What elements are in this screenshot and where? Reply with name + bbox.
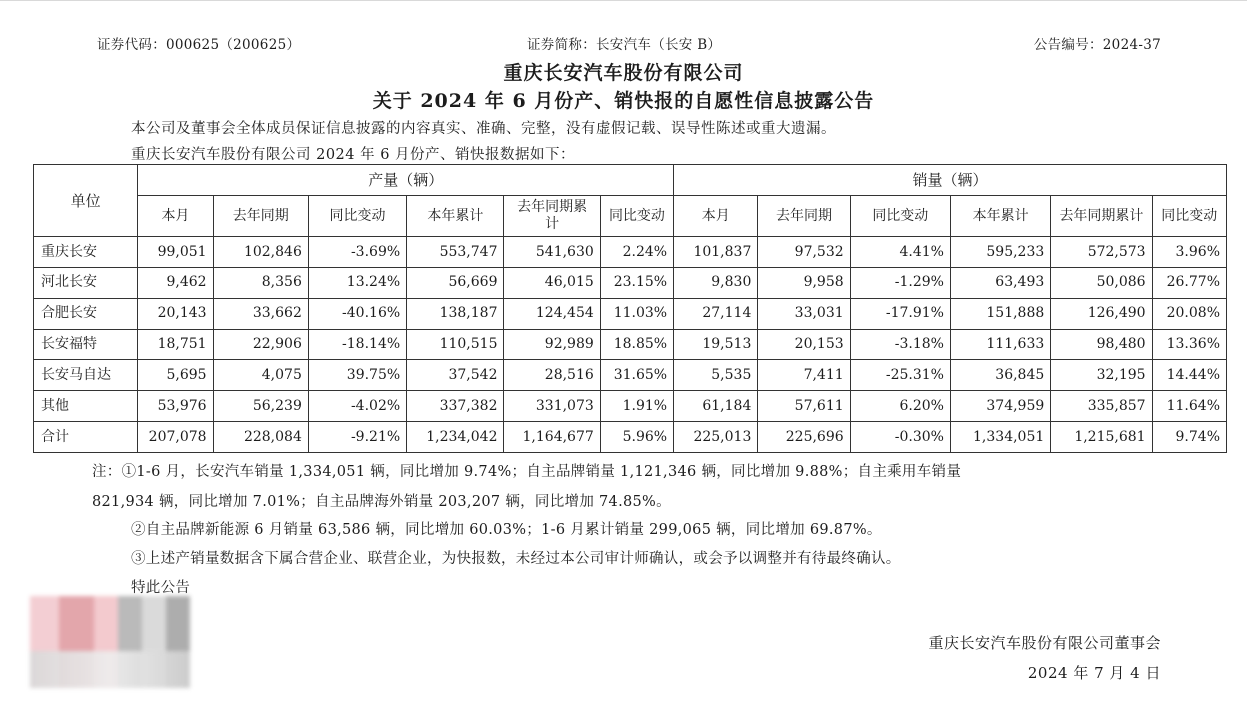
production-cell: -40.16% [308,298,406,329]
col-header: 去年同期 [213,196,308,237]
security-code: 证券代码：000625（200625） [97,37,301,53]
col-header: 去年同期 [758,196,850,237]
row-unit: 合肥长安 [34,298,138,329]
sales-cell: 50,086 [1051,267,1152,298]
production-cell: 1,164,677 [504,422,600,453]
table-row [34,360,1227,391]
production-cell: 2.24% [600,237,673,268]
unit-header: 单位 [34,165,138,237]
production-cell: 18.85% [600,329,673,360]
sales-cell: 98,480 [1051,329,1152,360]
production-cell: 22,906 [213,329,308,360]
sales-cell: 225,696 [758,422,850,453]
sales-cell: 6.20% [850,391,950,422]
production-cell: 124,454 [504,298,600,329]
col-header: 本月 [138,196,213,237]
production-cell: 5,695 [138,360,213,391]
sales-cell: 572,573 [1051,237,1152,268]
security-short-name: 证券简称：长安汽车（长安 B） [527,37,722,53]
sales-cell: 20.08% [1152,298,1226,329]
sales-cell: 27,114 [674,298,758,329]
production-cell: 8,356 [213,267,308,298]
production-cell: 28,516 [504,360,600,391]
note-2: ②自主品牌新能源 6 月销量 63,586 辆，同比增加 60.03%；1-6 月累计销量 299,065 辆，同比增加 69.87%。 [131,522,882,538]
sales-cell: -1.29% [850,267,950,298]
table-row [34,237,1227,268]
sales-cell: 57,611 [758,391,850,422]
sales-cell: 11.64% [1152,391,1226,422]
sales-cell: 19,513 [674,329,758,360]
production-cell: -9.21% [308,422,406,453]
closing-text: 特此公告 [131,580,191,596]
production-cell: 56,669 [407,267,504,298]
col-header: 同比变动 [850,196,950,237]
production-cell: -3.69% [308,237,406,268]
sales-cell: 33,031 [758,298,850,329]
sales-cell: 101,837 [674,237,758,268]
col-header: 同比变动 [1152,196,1226,237]
production-cell: 33,662 [213,298,308,329]
sales-cell: 32,195 [1051,360,1152,391]
signature-date: 2024 年 7 月 4 日 [1027,664,1161,682]
production-cell: 46,015 [504,267,600,298]
announcement-title: 关于 2024 年 6 月份产、销快报的自愿性信息披露公告 [372,90,875,112]
col-header: 同比变动 [600,196,673,237]
row-unit: 重庆长安 [34,237,138,268]
production-cell: 4,075 [213,360,308,391]
table-row [34,298,1227,329]
company-title: 重庆长安汽车股份有限公司 [503,62,744,84]
sales-cell: 111,633 [950,329,1050,360]
table-row [34,391,1227,422]
sales-cell: 4.41% [850,237,950,268]
row-unit: 长安福特 [34,329,138,360]
production-cell: 1.91% [600,391,673,422]
production-cell: 92,989 [504,329,600,360]
sales-cell: 126,490 [1051,298,1152,329]
note-3: ③上述产销量数据含下属合营企业、联营企业，为快报数，未经过本公司审计师确认，或会予以调整并有待最终确认。 [131,551,901,567]
sales-header: 销量（辆） [674,165,1227,196]
production-cell: 31.65% [600,360,673,391]
table-body [34,237,1227,453]
sales-cell: -3.18% [850,329,950,360]
production-cell: 20,143 [138,298,213,329]
production-sales-table [33,164,1227,453]
sales-cell: -25.31% [850,360,950,391]
production-cell: 5.96% [600,422,673,453]
production-cell: -4.02% [308,391,406,422]
sales-cell: 9.74% [1152,422,1226,453]
note-1-continued: 821,934 辆，同比增加 7.01%；自主品牌海外销量 203,207 辆，同比增加 74.85%。 [92,494,671,510]
sales-cell: 20,153 [758,329,850,360]
sales-cell: 14.44% [1152,360,1226,391]
production-cell: 99,051 [138,237,213,268]
sales-cell: 7,411 [758,360,850,391]
table-row [34,422,1227,453]
production-cell: 138,187 [407,298,504,329]
sales-cell: 26.77% [1152,267,1226,298]
top-rule [0,0,1247,1]
sales-cell: 1,215,681 [1051,422,1152,453]
production-cell: 553,747 [407,237,504,268]
col-header: 本月 [674,196,758,237]
production-cell: 331,073 [504,391,600,422]
sales-cell: 9,830 [674,267,758,298]
sales-cell: 1,334,051 [950,422,1050,453]
sales-cell: 374,959 [950,391,1050,422]
production-cell: 23.15% [600,267,673,298]
sales-cell: 63,493 [950,267,1050,298]
production-cell: 13.24% [308,267,406,298]
col-header: 去年同期累计 [504,196,600,237]
disclosure-statement: 本公司及董事会全体成员保证信息披露的内容真实、准确、完整，没有虚假记载、误导性陈述或重大遗漏。 [131,121,836,137]
production-cell: 18,751 [138,329,213,360]
col-header: 本年累计 [407,196,504,237]
sales-cell: 36,845 [950,360,1050,391]
production-cell: -18.14% [308,329,406,360]
sales-cell: 335,857 [1051,391,1152,422]
production-cell: 102,846 [213,237,308,268]
sales-cell: 3.96% [1152,237,1226,268]
col-header: 本年累计 [950,196,1050,237]
sales-cell: 151,888 [950,298,1050,329]
data-lead: 重庆长安汽车股份有限公司 2024 年 6 月份产、销快报数据如下： [131,147,576,163]
table-row [34,267,1227,298]
sales-cell: -17.91% [850,298,950,329]
col-header: 去年同期累计 [1051,196,1152,237]
table-row [34,329,1227,360]
production-cell: 110,515 [407,329,504,360]
production-cell: 39.75% [308,360,406,391]
production-cell: 1,234,042 [407,422,504,453]
production-cell: 541,630 [504,237,600,268]
sales-cell: 61,184 [674,391,758,422]
production-header: 产量（辆） [138,165,674,196]
sales-cell: 5,535 [674,360,758,391]
announcement-number: 公告编号：2024-37 [1033,37,1161,53]
production-cell: 53,976 [138,391,213,422]
production-cell: 228,084 [213,422,308,453]
production-cell: 207,078 [138,422,213,453]
production-cell: 56,239 [213,391,308,422]
production-cell: 337,382 [407,391,504,422]
signature-org: 重庆长安汽车股份有限公司董事会 [928,634,1161,652]
row-unit: 合计 [34,422,138,453]
sales-cell: 595,233 [950,237,1050,268]
production-cell: 11.03% [600,298,673,329]
sales-cell: -0.30% [850,422,950,453]
blurred-watermark-image [30,596,190,688]
sales-cell: 13.36% [1152,329,1226,360]
col-header: 同比变动 [308,196,406,237]
production-cell: 9,462 [138,267,213,298]
row-unit: 长安马自达 [34,360,138,391]
production-cell: 37,542 [407,360,504,391]
row-unit: 河北长安 [34,267,138,298]
sales-cell: 9,958 [758,267,850,298]
sales-cell: 97,532 [758,237,850,268]
sales-cell: 225,013 [674,422,758,453]
row-unit: 其他 [34,391,138,422]
note-1: 注：①1-6 月，长安汽车销量 1,334,051 辆，同比增加 9.74%；自主品牌销量 1,121,346 辆，同比增加 9.88%；自主乘用车销量 [92,464,962,480]
